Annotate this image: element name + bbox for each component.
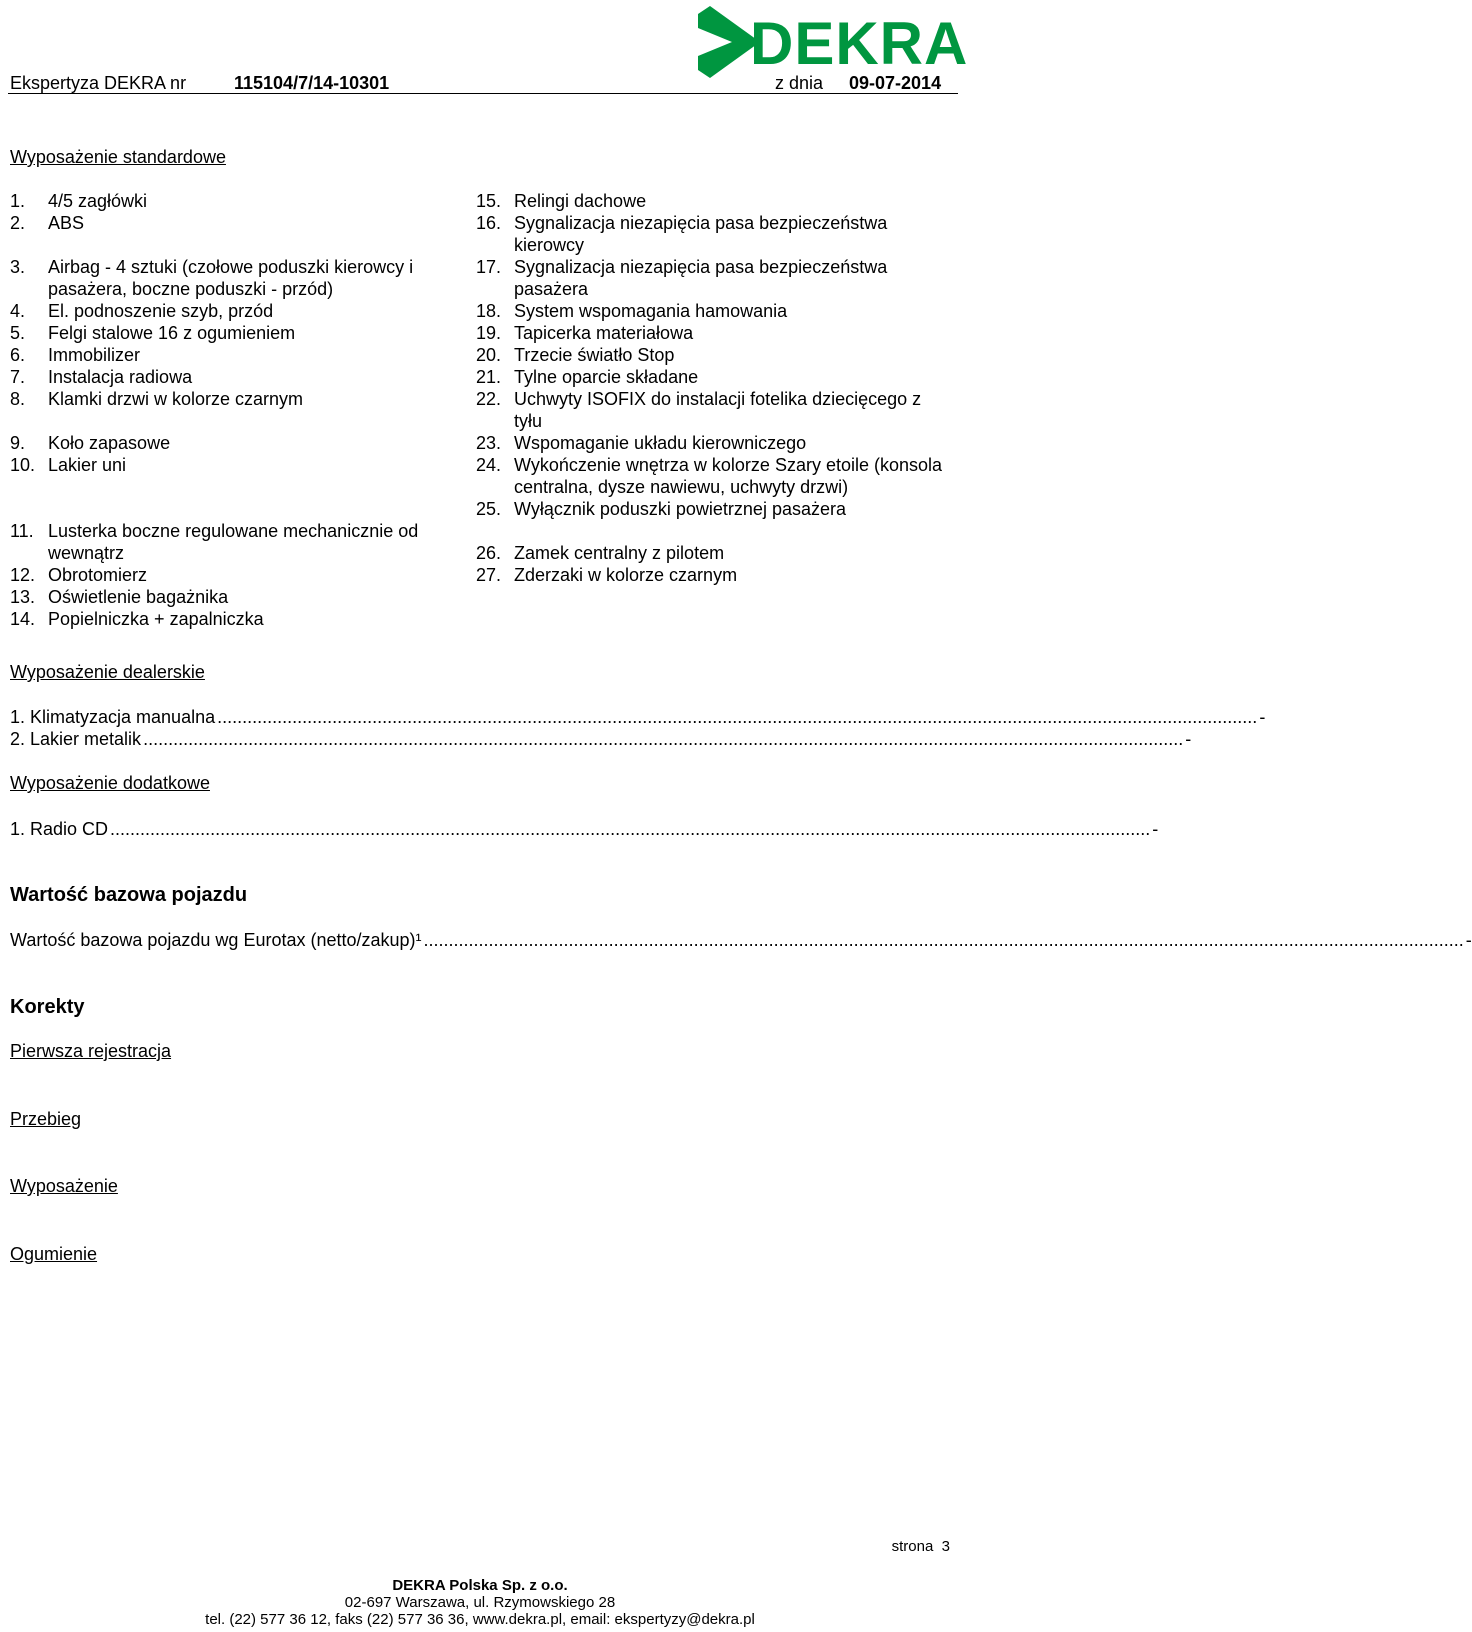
correction-tyres: Ogumienie (10, 1244, 98, 1264)
list-item: 27. Zderzaki w kolorze czarnym (476, 565, 738, 585)
list-item: 20. Trzecie światło Stop (476, 345, 675, 365)
base-value-title: Wartość bazowa pojazdu (10, 884, 248, 906)
list-item: 8. Klamki drzwi w kolorze czarnym (10, 389, 304, 409)
list-item: 5. Felgi stalowe 16 z ogumieniem (10, 323, 296, 343)
page-number (892, 1538, 950, 1556)
list-item: 22. Uchwyty ISOFIX do instalacji fotelika dziecięcego z tyłu (476, 389, 922, 431)
standard-equipment-list-left (10, 190, 450, 630)
list-item: 14. Popielniczka + zapalniczka (10, 609, 264, 629)
list-item: 9. Koło zapasowe (10, 433, 171, 453)
list-item: 18. System wspomagania hamowania (476, 301, 788, 321)
dot-leader: ................................................................................................................................................................................................................ (143, 729, 1184, 749)
dealer-equipment-title: Wyposażenie dealerskie (10, 662, 205, 682)
list-item: 16. Sygnalizacja niezapięcia pasa bezpieczeństwa kierowcy (476, 213, 888, 255)
list-item: 6. Immobilizer (10, 345, 141, 365)
dekra-logo (698, 6, 969, 82)
correction-first-registration: Pierwsza rejestracja (10, 1041, 172, 1061)
list-item: 24. Wykończenie wnętrza w kolorze Szary etoile (konsola centralna, dysze nawiewu, uchwyty drzwi) (476, 455, 943, 497)
list-item: 17. Sygnalizacja niezapięcia pasa bezpieczeństwa pasażera (476, 257, 888, 299)
correction-equipment: Wyposażenie (10, 1176, 118, 1196)
list-item: 3. Airbag - 4 sztuki (czołowe poduszki kierowcy i pasażera, boczne poduszki - przód) (10, 257, 414, 299)
dekra-logo-text: DEKRA (750, 10, 969, 77)
additional-equipment-title: Wyposażenie dodatkowe (10, 773, 210, 793)
dekra-logo-mark-icon (698, 6, 969, 82)
list-item: 11. Lusterka boczne regulowane mechanicznie od wewnątrz (10, 521, 419, 563)
correction-mileage: Przebieg (10, 1109, 82, 1129)
list-item: 23. Wspomaganie układu kierowniczego (476, 433, 807, 453)
list-item: 2. ABS (10, 213, 85, 233)
dot-leader: ................................................................................................................................................................................................................ (217, 707, 1258, 727)
dot-leader: ................................................................................................................................................................................................................ (423, 930, 1464, 950)
dealer-item-row: 1. Klimatyzacja manualna ................................................................................................................................................................................................................ - (10, 707, 1266, 727)
standard-equipment-list-right (476, 190, 946, 586)
standard-equipment-title: Wyposażenie standardowe (10, 147, 226, 167)
page-label: strona (891, 1538, 934, 1555)
report-number: 115104/7/14-10301 (234, 73, 390, 93)
list-item: 12. Obrotomierz (10, 565, 148, 585)
list-item: 13. Oświetlenie bagażnika (10, 587, 229, 607)
footer-company: DEKRA Polska Sp. z o.o. (392, 1577, 568, 1594)
corrections-title: Korekty (10, 996, 85, 1018)
base-value-row: Wartość bazowa pojazdu wg Eurotax (netto/zakup)¹ ................................................................................................................................................................................................................ - (10, 930, 1472, 950)
list-item: 19. Tapicerka materiałowa (476, 323, 694, 343)
footer-address: 02-697 Warszawa, ul. Rzymowskiego 28 (344, 1594, 616, 1611)
list-item: 26. Zamek centralny z pilotem (476, 543, 725, 563)
additional-item-row: 1. Radio CD ................................................................................................................................................................................................................ - (10, 819, 1159, 839)
list-item: 7. Instalacja radiowa (10, 367, 193, 387)
page-number-value: 3 (941, 1538, 950, 1555)
list-item: 1. 4/5 zagłówki (10, 191, 148, 211)
list-item: 21. Tylne oparcie składane (476, 367, 699, 387)
list-item: 4. El. podnoszenie szyb, przód (10, 301, 274, 321)
dot-leader: ................................................................................................................................................................................................................ (110, 819, 1151, 839)
report-number-prefix: Ekspertyza DEKRA nr (10, 73, 187, 93)
report-date-prefix: z dnia (775, 73, 824, 93)
list-item: 15. Relingi dachowe (476, 191, 647, 211)
list-item: 25. Wyłącznik poduszki powietrznej pasażera (476, 499, 846, 519)
header-divider (8, 93, 958, 94)
list-item: 10. Lakier uni (10, 455, 127, 475)
report-date: 09-07-2014 (849, 73, 942, 93)
dealer-item-row: 2. Lakier metalik ................................................................................................................................................................................................................ - (10, 729, 1192, 749)
footer-contact: tel. (22) 577 36 12, faks (22) 577 36 36, www.dekra.pl, email: ekspertyzy@dekra.pl (205, 1611, 755, 1628)
